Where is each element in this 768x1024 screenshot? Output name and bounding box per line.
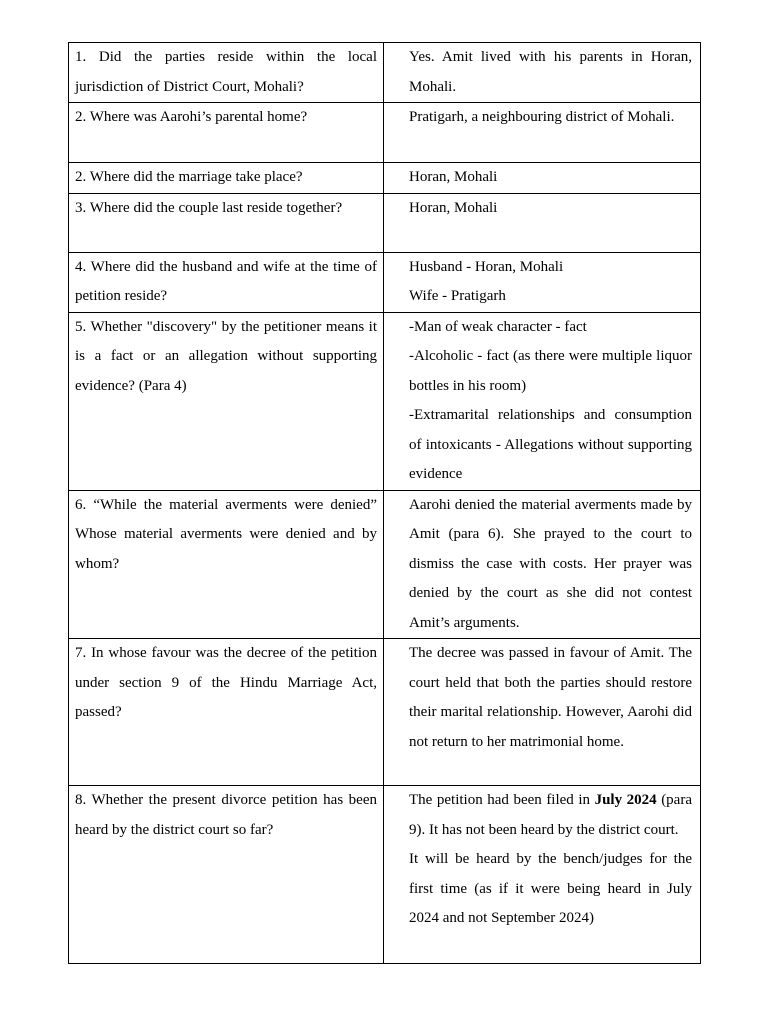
- question-cell: [69, 43, 384, 103]
- table-row: [69, 312, 701, 490]
- answer-text-bold-date: July 2024: [594, 792, 657, 808]
- question-cell: [69, 312, 384, 490]
- answer-line: -Extramarital relationships and consumption of intoxicants - Allegations without supporting evidence: [409, 407, 692, 482]
- question-text: 3. Where did the couple last reside together?: [75, 199, 343, 216]
- table-row: [69, 639, 701, 786]
- question-cell: [69, 252, 384, 312]
- table-row: [69, 103, 701, 163]
- answer-cell: [384, 252, 701, 312]
- table-row: [69, 193, 701, 252]
- qa-table: [68, 42, 701, 964]
- question-text: 2. Where was Aarohi’s parental home?: [75, 109, 308, 125]
- question-cell: [69, 639, 384, 786]
- answer-text: Yes. Amit lived with his parents in Horan, Mohali.: [409, 49, 692, 95]
- question-cell: [69, 786, 384, 964]
- answer-cell: [384, 490, 701, 639]
- answer-cell: [384, 163, 701, 194]
- answer-line: Husband - Horan, Mohali: [409, 258, 564, 275]
- answer-cell: [384, 312, 701, 490]
- answer-text-pre: The petition had been filed in: [409, 792, 595, 808]
- answer-line: [409, 786, 692, 845]
- answer-text-post: (para 9). It has not been heard by the district court.: [409, 792, 692, 838]
- question-text: 6. “While the material averments were denied” Whose material averments were denied and by whom?: [75, 496, 377, 572]
- answer-text: The decree was passed in favour of Amit. The court held that both the parties should restore their marital relationship. However, Aarohi did not return to her matrimonial home.: [409, 645, 692, 750]
- answer-cell: [384, 43, 701, 103]
- question-cell: [69, 490, 384, 639]
- question-text: 4. Where did the husband and wife at the time of petition reside?: [75, 258, 377, 304]
- answer-cell: [384, 103, 701, 163]
- answer-text: Horan, Mohali: [409, 199, 498, 216]
- question-text: 5. Whether "discovery" by the petitioner means it is a fact or an allegation without supporting evidence? (Para 4): [75, 318, 377, 394]
- answer-text: Pratigarh, a neighbouring district of Mohali.: [409, 109, 675, 125]
- question-text: 2. Where did the marriage take place?: [75, 169, 303, 185]
- question-cell: [69, 193, 384, 252]
- answer-line: It will be heard by the bench/judges for the first time (as if it were being heard in July 2024 and not September 2024): [409, 851, 692, 926]
- answer-text: Aarohi denied the material averments made by Amit (para 6). She prayed to the court to dismiss the case with costs. Her prayer was denied by the court as she did not contest Amit’s arguments.: [409, 496, 692, 631]
- answer-text: Horan, Mohali: [409, 169, 498, 185]
- question-cell: [69, 163, 384, 194]
- table-row: [69, 786, 701, 964]
- question-text: 8. Whether the present divorce petition has been heard by the district court so far?: [75, 792, 377, 838]
- answer-cell: [384, 786, 701, 964]
- answer-cell: [384, 193, 701, 252]
- question-text: 1. Did the parties reside within the local jurisdiction of District Court, Mohali?: [75, 49, 377, 95]
- answer-line: -Man of weak character - fact: [409, 318, 587, 335]
- table-row: [69, 163, 701, 194]
- answer-line: -Alcoholic - fact (as there were multiple liquor bottles in his room): [409, 348, 692, 394]
- table-row: [69, 490, 701, 639]
- question-text: 7. In whose favour was the decree of the petition under section 9 of the Hindu Marriage Act, passed?: [75, 645, 377, 720]
- answer-line: Wife - Pratigarh: [409, 288, 506, 304]
- question-cell: [69, 103, 384, 163]
- table-row: [69, 43, 701, 103]
- table-row: [69, 252, 701, 312]
- answer-cell: [384, 639, 701, 786]
